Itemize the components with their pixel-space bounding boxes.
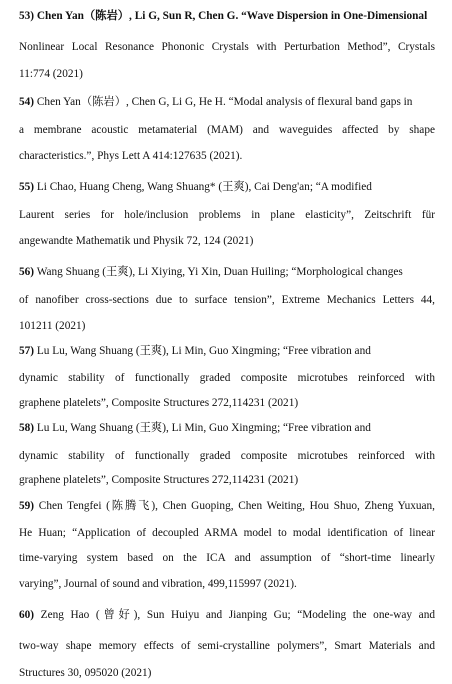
reference-number: 53) bbox=[19, 10, 35, 22]
reference-line: two-way shape memory effects of semi-crystalline polymers”, Smart Materials and bbox=[19, 640, 435, 652]
reference-line: Laurent series for hole/inclusion problems in plane elasticity”, Zeitschrift für bbox=[19, 209, 435, 221]
reference-line bbox=[19, 180, 372, 194]
reference-text: Zeng Hao (曾好), Sun Huiyu and Jianping Gu; “Modeling the one-way and bbox=[40, 609, 435, 621]
reference-line bbox=[19, 95, 412, 109]
reference-line bbox=[19, 608, 435, 622]
reference-line: 101211 (2021) bbox=[19, 320, 86, 332]
reference-number: 58) bbox=[19, 422, 35, 434]
reference-line: He Huan; “Application of decoupled ARMA model to modal identification of linear bbox=[19, 527, 435, 539]
reference-text: Chen Yan（陈岩）, Chen G, Li G, He H. “Modal analysis of flexural band gaps in bbox=[36, 96, 413, 108]
reference-text: Chen Tengfei (陈腾飞), Chen Guoping, Chen Weiting, Hou Shuo, Zheng Yuxuan, bbox=[38, 500, 436, 512]
reference-line: graphene platelets”, Composite Structures 272,114231 (2021) bbox=[19, 474, 299, 486]
reference-line: 11:774 (2021) bbox=[19, 68, 83, 80]
reference-line bbox=[19, 265, 403, 279]
reference-line: dynamic stability of functionally graded composite microtubes reinforced with bbox=[19, 450, 435, 462]
reference-line: Structures 30, 095020 (2021) bbox=[19, 667, 152, 679]
reference-line bbox=[19, 9, 427, 23]
reference-line bbox=[19, 499, 435, 513]
reference-line: time-varying system based on the ICA and assumption of “short-time linearly bbox=[19, 552, 435, 564]
reference-line: a membrane acoustic metamaterial (MAM) and waveguides affected by shape bbox=[19, 124, 435, 136]
reference-text: Lu Lu, Wang Shuang (王爽), Li Min, Guo Xingming; “Free vibration and bbox=[36, 345, 371, 357]
reference-line: characteristics.”, Phys Lett A 414:127635 (2021). bbox=[19, 150, 243, 162]
reference-number: 59) bbox=[19, 500, 35, 512]
reference-line bbox=[19, 344, 371, 358]
reference-number: 55) bbox=[19, 181, 35, 193]
reference-text: Wang Shuang (王爽), Li Xiying, Yi Xin, Duan Huiling; “Morphological changes bbox=[36, 266, 403, 278]
reference-number: 54) bbox=[19, 96, 35, 108]
reference-line: angewandte Mathematik und Physik 72, 124 (2021) bbox=[19, 235, 254, 247]
reference-line: of nanofiber cross-sections due to surface tension”, Extreme Mechanics Letters 44, bbox=[19, 294, 435, 306]
reference-number: 56) bbox=[19, 266, 35, 278]
reference-number: 57) bbox=[19, 345, 35, 357]
reference-text: Lu Lu, Wang Shuang (王爽), Li Min, Guo Xingming; “Free vibration and bbox=[36, 422, 371, 434]
reference-line bbox=[19, 421, 371, 435]
reference-line: graphene platelets”, Composite Structures 272,114231 (2021) bbox=[19, 397, 299, 409]
reference-line: Nonlinear Local Resonance Phononic Crystals with Perturbation Method”, Crystals bbox=[19, 41, 435, 53]
reference-text: Chen Yan（陈岩）, Li G, Sun R, Chen G. “Wave Dispersion in One-Dimensional bbox=[36, 10, 428, 22]
reference-line: dynamic stability of functionally graded composite microtubes reinforced with bbox=[19, 372, 435, 384]
reference-number: 60) bbox=[19, 609, 35, 621]
reference-line: varying”, Journal of sound and vibration, 499,115997 (2021). bbox=[19, 578, 297, 590]
reference-text: Li Chao, Huang Cheng, Wang Shuang* (王爽), Cai Deng'an; “A modified bbox=[36, 181, 372, 193]
